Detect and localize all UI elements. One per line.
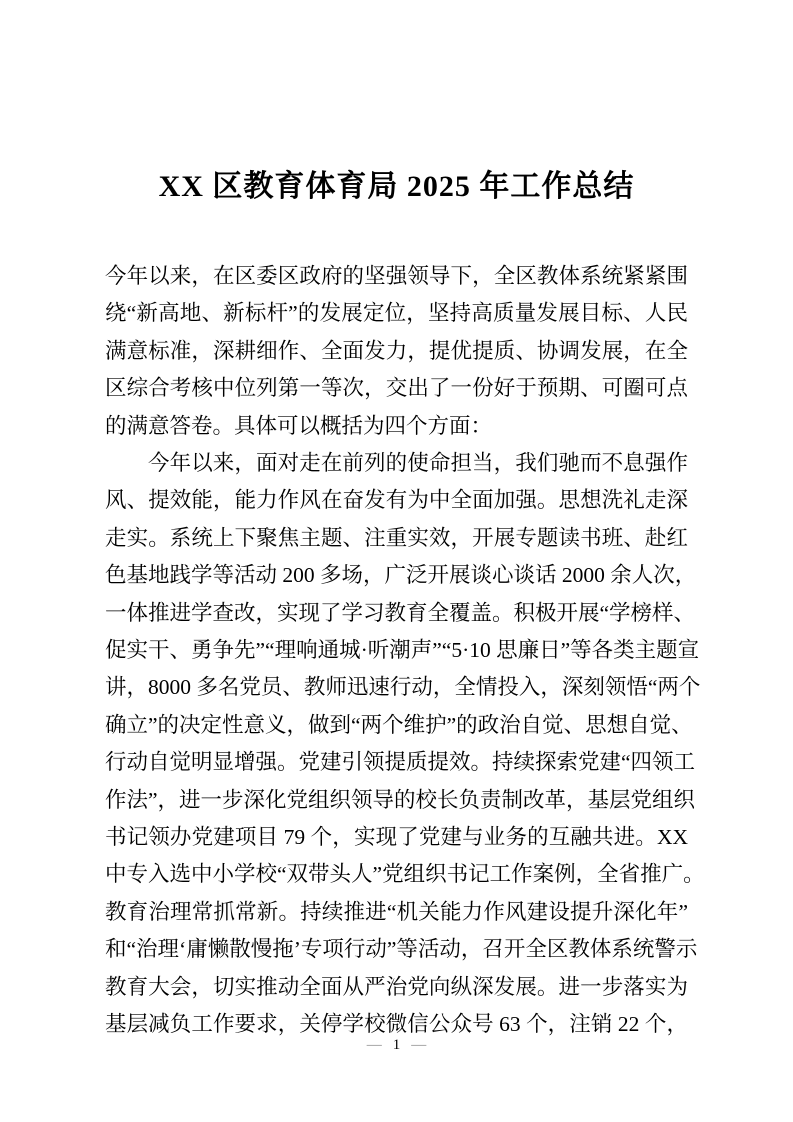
body-line: 行动自觉明显增强。党建引领提质提效。持续探索党建“四领工 [105,750,696,775]
body-line: 教育大会，切实推动全面从严治党向纵深发展。进一步落实为 [105,974,688,999]
paragraph-main [105,445,705,1043]
body-line: 确立”的决定性意义，做到“两个维护”的政治自觉、思想自觉、 [105,712,693,737]
body-line: 绕“新高地、新标杆”的发展定位，坚持高质量发展目标、人民 [105,301,688,326]
body-line: 中专入选中小学校“双带头人”党组织书记工作案例，全省推广。 [105,862,705,887]
body-line: 和“治理‘庸懒散慢拖’专项行动”等活动，召开全区教体系统警示 [105,937,698,962]
body-line: 基层减负工作要求，关停学校微信公众号 63 个，注销 22 个， [105,1011,688,1036]
body-line: 今年以来，面对走在前列的使命担当，我们驰而不息强作 [148,451,688,476]
body-line: 书记领办党建项目 79 个，实现了党建与业务的互融共进。XX [105,824,688,849]
body-line: 今年以来，在区委区政府的坚强领导下，全区教体系统紧紧围 [105,264,688,289]
body-line: 的满意答卷。具体可以概括为四个方面： [105,413,493,438]
page-number: 1 [392,1037,401,1053]
body-line: 一体推进学查改，实现了学习教育全覆盖。积极开展“学榜样、 [105,600,696,625]
footer-dash-right: — [411,1037,427,1053]
body-line: 色基地践学等活动 200 多场，广泛开展谈心谈话 2000 余人次， [105,563,697,588]
body-line: 区综合考核中位列第一等次，交出了一份好于预期、可圈可点 [105,376,688,401]
body-line: 满意标准，深耕细作、全面发力，提优提质、协调发展，在全 [105,338,688,363]
footer-dash-left: — [366,1037,382,1053]
document-body [105,258,705,1043]
body-line: 促实干、勇争先”“理响通城·听潮声”“5·10 思廉日”等各类主题宣 [105,638,700,662]
body-line: 作法”，进一步深化党组织领导的校长负责制改革，基层党组织 [105,787,696,812]
body-line: 走实。系统上下聚焦主题、注重实效，开展专题读书班、赴红 [105,525,688,550]
body-line: 讲，8000 多名党员、教师迅速行动，全情投入，深刻领悟“两个 [105,675,701,700]
document-title: XX 区教育体育局 2025 年工作总结 [158,170,635,204]
body-line: 风、提效能，能力作风在奋发有为中全面加强。思想洗礼走深 [105,488,688,513]
paragraph-intro [105,258,688,445]
body-line: 教育治理常抓常新。持续推进“机关能力作风建设提升深化年” [105,899,688,924]
page-footer [0,1034,793,1056]
